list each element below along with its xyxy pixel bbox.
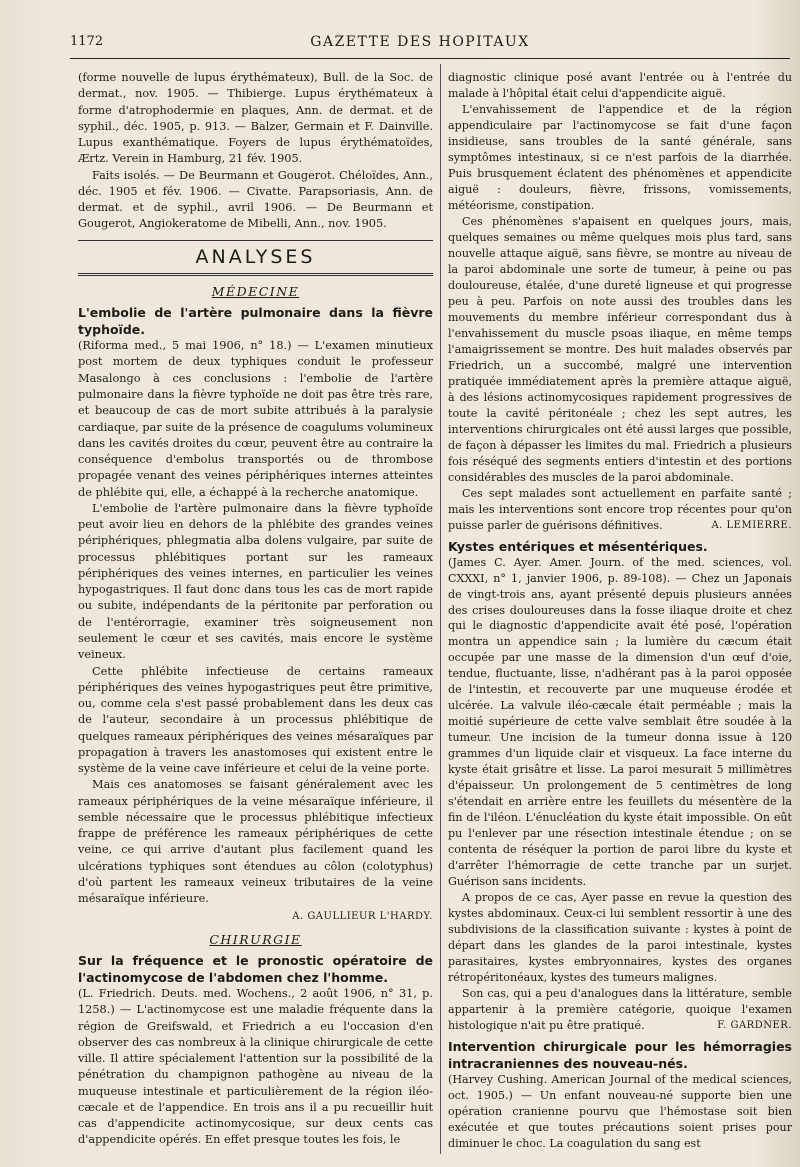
article-paragraph: Cette phlébite infectieuse de certains rameaux périphériques des veines hypogastriques peut être primitive, ou, comme cela s'est passé probablement dans les deux cas de l'auteur, secondaire à un processus phlébitique de quelques rameaux périphériques des veines mésaraïques par propagation à travers les anastomoses qui existent entre le système de la veine cave inférieure et celui de la veine porte. xyxy=(78,664,433,776)
article-paragraph: (L. Friedrich. Deuts. med. Wochens., 2 août 1906, n° 31, p. 1258.) — L'actinomycose est une maladie fréquente dans la région de Greifswald, et Friedrich a eu l'occasion d'en observer des cas nombreux à la clinique chirurgicale de cette ville. Il attire spécialement l'attention sur la possibilité de la pénétration du champignon pathogène au niveau de la muqueuse intestinale et particulièrement de la région iléo-cæcale et de l'appendice. En trois ans il a pu recueillir huit cas d'appendicite actinomycosique, sur deux cents cas d'appendicite opérés. En effet presque toutes les fois, le xyxy=(78,987,433,1147)
paragraph-text: Son cas, qui a peu d'analogues dans la littérature, semble appartenir à la première catégorie, quoique l'examen histologique n'ait pu être pratiqué. xyxy=(448,987,792,1033)
article-paragraph: diagnostic clinique posé avant l'entrée ou à l'entrée du malade à l'hôpital était celui d'appendicite aiguë. xyxy=(448,71,792,100)
references-text-isolated: Faits isolés. — De Beurmann et Gougerot. Chéloïdes, Ann., déc. 1905 et fév. 1906. — Civatte. Parapsoriasis, Ann. de dermat. et de syphil., avril 1906. — De Beurmann et Gougerot, Angiokeratome de Mibelli, Ann., nov. 1905. xyxy=(78,168,433,231)
references-text: (forme nouvelle de lupus érythémateux), Bull. de la Soc. de dermat., nov. 1905. — Thibierge. Lupus érythémateux à forme d'atrophodermie en plaques, Ann. de dermat. et de syphil., déc. 1905, p. 913. — Balzer, Germain et F. Dainville. Lupus exanthématique. Foyers de lupus érythématoïdes, Ærtz. Verein in Hamburg, 21 fév. 1905. xyxy=(78,71,433,166)
section-title: ANALYSES xyxy=(195,245,316,268)
article-paragraph: A propos de ce cas, Ayer passe en revue la question des kystes abdominaux. Ceux-ci lui semblent ressortir à une des subdivisions de la classification suivante : kystes à point de départ dans les glandes de la paroi intestinale, kystes parasitaires, kystes embryonnaires, kystes des organes rétropéritonéaux, kystes des tumeurs malignes. xyxy=(448,891,792,985)
page-header xyxy=(70,34,770,58)
author-signature: A. GAULLIEUR L'HARDY. xyxy=(292,911,433,923)
article-paragraph xyxy=(448,986,792,1034)
article-title: L'embolie de l'artère pulmonaire dans la fièvre typhoïde. xyxy=(78,305,433,338)
running-title: GAZETTE DES HOPITAUX xyxy=(310,34,530,50)
article-paragraph: Mais ces anatomoses se faisant généralement avec les rameaux périphériques de la veine mésaraïque inférieure, il semble nécessaire que le processus phlébitique infectieux frappe de préférence les rameaux périphériques de cette veine, ce qui arrive d'autant plus facilement quand les ulcérations typhiques sont étendues au côlon (colotyphus) d'où partent les rameaux veineux tributaires de la veine mésaraïque inférieure. xyxy=(78,778,433,906)
author-signature: F. GARDNER. xyxy=(717,1020,792,1032)
subsection-chirurgie: CHIRURGIE xyxy=(209,931,302,947)
article-paragraph: L'embolie de l'artère pulmonaire dans la fièvre typhoïde peut avoir lieu en dehors de la phlébite des grandes veines périphériques, phlegmatia alba dolens vulgaire, par suite de processus phlébitiques portant sur les rameaux périphériques des veines internes, en particulier les veines hypogastriques. Il faut donc dans tous les cas de mort rapide ou subite, indépendants de la péritonite par perforation ou de l'entérorragie, examiner très soigneusement non seulement le cœur et ses cavités, mais encore le système veineux. xyxy=(78,501,433,662)
paragraph-text: Ces sept malades sont actuellement en parfaite santé ; mais les interventions sont encore trop récentes pour qu'on puisse parler de guérisons définitives. xyxy=(448,486,792,532)
article-paragraph: (James C. Ayer. Amer. Journ. of the med. sciences, vol. CXXXI, n° 1, janvier 1906, p. 89-108). — Chez un Japonais de vingt-trois ans, ayant présenté depuis plusieurs années des crises douloureuses dans la fosse iliaque droite et chez qui le diagnostic d'appendicite avait été posé, l'opération montra un appendice sain ; la lumière du cæcum était occupée par une masse de la dimension d'un œuf d'oie, tendue, fluctuante, lisse, n'adhérant pas à la paroi opposée de l'intestin, et recouverte par une muqueuse érodée et ulcérée. La valvule iléo-cæcale était perméable ; mais la moitié supérieure de cette valve semblait être soudée à la tumeur. Une incision de la tumeur donna issue à 120 grammes d'un liquide clair et visqueux. La face interne du kyste était grisâtre et lisse. La paroi mesurait 5 millimètres d'épaisseur. Un prolongement de 5 centimètres de long s'étendait en arrière entre les feuillets du mésentère de la fin de l'iléon. L'énucléation du kyste était impossible. On eût pu l'enlever par une résection intestinale étendue ; on se contenta de réséquer la portion de paroi libre du kyste et d'arrêter l'hémorragie de cette tranche par un surjet. Guérison sans incidents. xyxy=(448,555,792,889)
article-paragraph: Ces phénomènes s'apaisent en quelques jours, mais, quelques semaines ou même quelques mois plus tard, sans nouvelle attaque aiguë, sans fièvre, se montre au niveau de la paroi abdominale une sorte de tumeur, à peine ou pas douloureuse, étalée, d'une dureté ligneuse et qui progresse peu à peu. Parfois on note aussi des troubles dans les mouvements du membre inférieur correspondant dus à l'envahissement du muscle psoas iliaque, en même temps l'amaigrissement se montre. Des huit malades observés par Friedrich, un a succombé, malgré une intervention pratiquée immédiatement après la première attaque aiguë, à des lésions actinomycosiques rapidement progressives de toute la cavité péritonéale ; chez les sept autres, les interventions chirurgicales ont été aussi larges que possible, de façon à dépasser les limites du mal. Friedrich a plusieurs fois réséqué des segments entiers d'intestin et des portions considérables des muscles de la paroi abdominale. xyxy=(448,214,792,484)
section-double-rule xyxy=(78,273,433,276)
article-paragraph xyxy=(448,486,792,534)
right-column xyxy=(448,70,792,1152)
article-title: Intervention chirurgicale pour les hémorragies intracraniennes des nouveau-nés. xyxy=(448,1039,792,1072)
article-paragraph: L'envahissement de l'appendice et de la région appendiculaire par l'actinomycose se fait d'une façon insidieuse, sans troubles de la santé générale, sans symptômes intestinaux, si ce n'est parfois de la diarrhée. Puis brusquement éclatent des phénomènes et appendicite aiguë : douleurs, fièvre, frissons, vomissements, météorisme, constipation. xyxy=(448,102,792,212)
column-divider xyxy=(440,64,441,1154)
article-title: Sur la fréquence et le pronostic opératoire de l'actinomycose de l'abdomen chez l'homme. xyxy=(78,953,433,986)
article-paragraph: (Riforma med., 5 mai 1906, n° 18.) — L'examen minutieux post mortem de deux typhiques conduit le professeur Masalongo à ces conclusions : l'embolie de l'artère pulmonaire dans la fièvre typhoïde ne doit pas être très rare, et beaucoup de cas de mort subite attribués à la paralysie cardiaque, par suite de la présence de coagulums volumineux dans les cavités droites du cœur, peuvent être au contraire la conséquence d'embolus transportés ou de thrombose propagée venant des veines périphériques internes atteintes de phlébite qui, elle, a échappé à la recherche anatomique. xyxy=(78,339,433,499)
article-paragraph: (Harvey Cushing. American Journal of the medical sciences, oct. 1905.) — Un enfant nouveau-né supporte bien une opération cranienne pourvu que l'hémostase soit bien exécutée et que toutes précautions soient prises pour diminuer le choc. La coagulation du sang est xyxy=(448,1073,792,1151)
article-title: Kystes entériques et mésentériques. xyxy=(448,538,708,554)
left-column xyxy=(78,70,433,1149)
page-number: 1172 xyxy=(70,34,104,49)
section-rule xyxy=(78,240,433,241)
author-signature: A. LEMIERRE. xyxy=(711,519,792,531)
subsection-medecine: MÉDECINE xyxy=(211,283,300,299)
header-rule xyxy=(70,58,790,59)
